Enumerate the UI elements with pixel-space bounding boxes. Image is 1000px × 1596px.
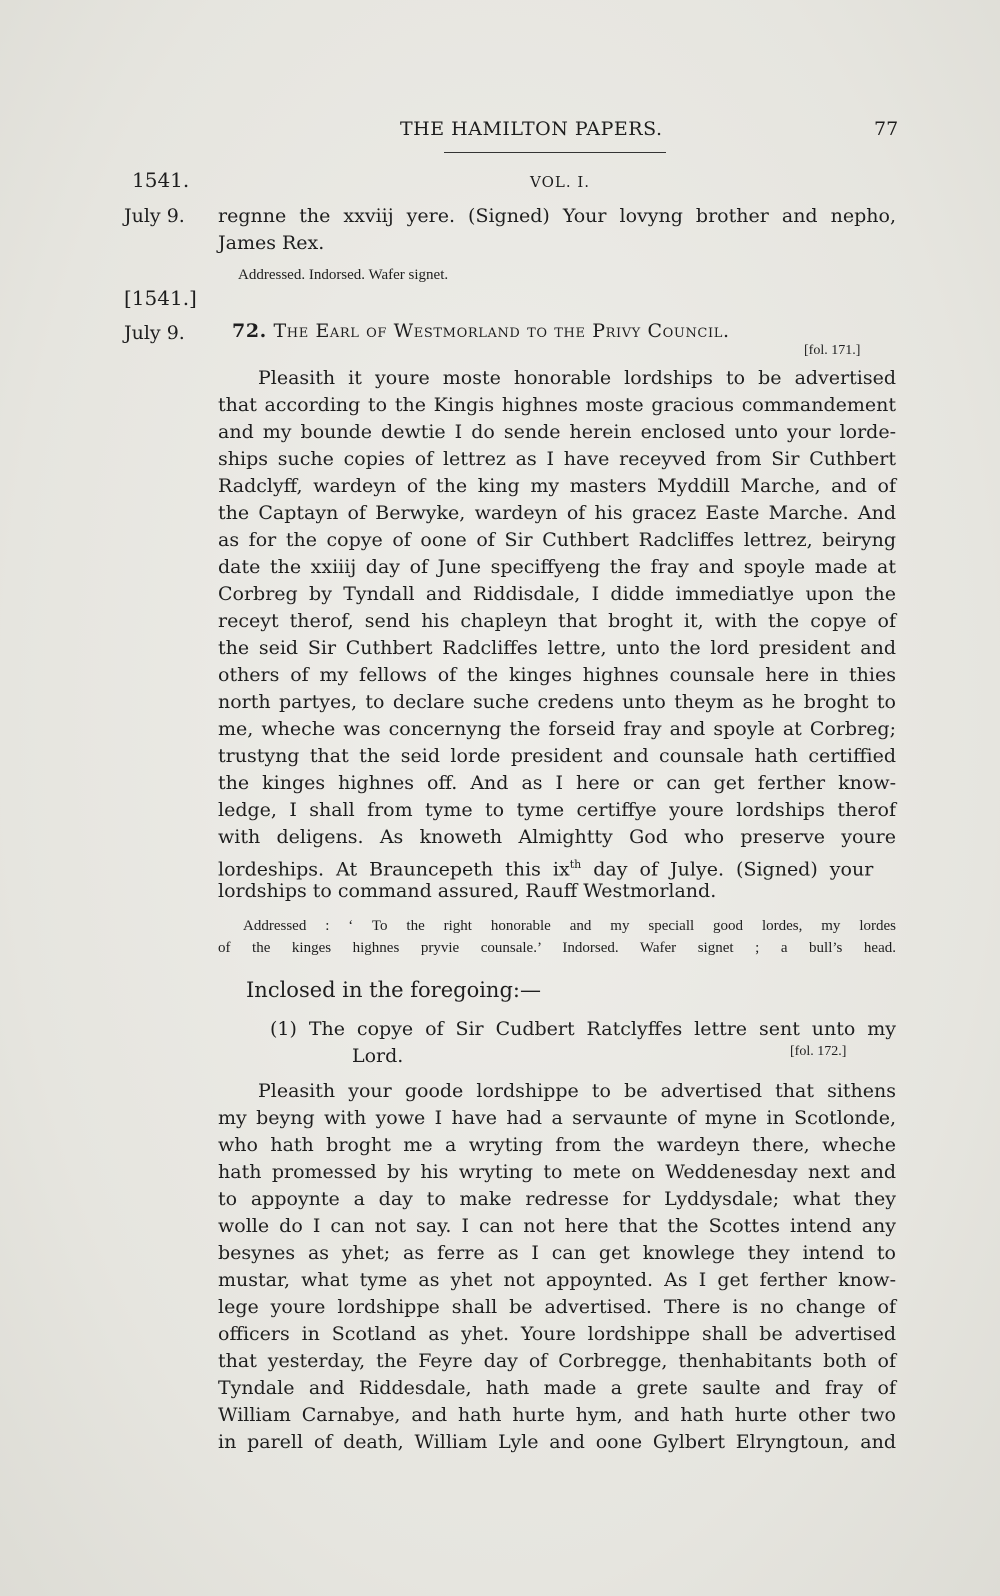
endorsement-note: Addressed. Indorsed. Wafer signet. xyxy=(238,267,449,283)
inclosure-heading: Inclosed in the foregoing:— xyxy=(246,978,541,1002)
text-line: in parell of death, William Lyle and oone Gylbert Elryngtoun, and xyxy=(218,1431,896,1453)
text-line: with deligens. As knoweth Almightty God who preserve youre xyxy=(218,826,896,848)
text-line: ledge, I shall from tyme to tyme certiffye youre lordships therof xyxy=(218,799,896,821)
address-note: Addressed : ‘ To the right honorable and my speciall good lordes, my lordes xyxy=(243,918,896,934)
text-line: that yesterday, the Feyre day of Corbregge, thenhabitants both of xyxy=(218,1350,896,1372)
text-line: mustar, what tyme as yhet not appoynted. As I get ferther know- xyxy=(218,1269,896,1291)
text-line: officers in Scotland as yhet. Youre lordshippe shall be advertised xyxy=(218,1323,896,1345)
volume-label: VOL. I. xyxy=(530,173,591,191)
superscript: th xyxy=(569,858,582,871)
text-line: hath promessed by his wryting to mete on Weddenesday next and xyxy=(218,1161,896,1183)
entry-number: 72. xyxy=(232,320,267,342)
text-line: Tyndale and Riddesdale, hath made a grete saulte and fray of xyxy=(218,1377,896,1399)
text-line: receyt therof, send his chapleyn that broght it, with the copye of xyxy=(218,610,896,632)
text-line: Pleasith it youre moste honorable lordships to be advertised xyxy=(258,367,896,389)
text-line: date the xxiiij day of June speciffyeng the fray and spoyle made at xyxy=(218,556,896,578)
text-line: my beyng with yowe I have had a servaunte of myne in Scotlonde, xyxy=(218,1107,896,1129)
text-line: to appoynte a day to make redresse for Lyddysdale; what they xyxy=(218,1188,896,1210)
text-line: that according to the Kingis highnes moste gracious commandement xyxy=(218,394,896,416)
text-line: me, wheche was concernyng the forseid fray and spoyle at Corbreg; xyxy=(218,718,896,740)
text-run: day of Julye. (Signed) your xyxy=(581,858,874,881)
header-rule xyxy=(444,152,666,153)
address-note: of the kinges highnes pryvie counsale.’ Indorsed. Wafer signet ; a bull’s head. xyxy=(218,940,896,956)
text-line: Corbreg by Tyndall and Riddisdale, I didde immediatlye upon the xyxy=(218,583,896,605)
text-line: James Rex. xyxy=(218,232,325,254)
text-line: who hath broght me a wryting from the wardeyn there, wheche xyxy=(218,1134,896,1156)
text-line: Radclyff, wardeyn of the king my masters Myddill Marche, and of xyxy=(218,475,896,497)
text-line: as for the copye of oone of Sir Cuthbert Radcliffes lettrez, beiryng xyxy=(218,529,896,551)
folio-reference: [fol. 171.] xyxy=(804,343,861,358)
text-line: besynes as yhet; as ferre as I can get knowlege they intend to xyxy=(218,1242,896,1264)
text-line: ships suche copies of lettrez as I have receyved from Sir Cuthbert xyxy=(218,448,896,470)
page-number: 77 xyxy=(874,118,899,140)
text-line: trustyng that the seid lorde president and counsale hath certiffied xyxy=(218,745,896,767)
text-line: regnne the xxviij yere. (Signed) Your lovyng brother and nepho, xyxy=(218,205,896,227)
text-line: (1) The copye of Sir Cudbert Ratclyffes lettre sent unto my xyxy=(270,1018,896,1040)
margin-date: July 9. xyxy=(124,322,185,344)
margin-year: 1541. xyxy=(132,168,190,192)
text-line: Lord. xyxy=(352,1045,404,1067)
text-line: the Captayn of Berwyke, wardeyn of his gracez Easte Marche. And xyxy=(218,502,896,524)
folio-reference: [fol. 172.] xyxy=(790,1044,847,1059)
text-line: William Carnabye, and hath hurte hym, and hath hurte other two xyxy=(218,1404,896,1426)
text-line: lege youre lordshippe shall be advertised. There is no change of xyxy=(218,1296,896,1318)
text-line: others of my fellows of the kinges highnes counsale here in thies xyxy=(218,664,896,686)
margin-date-prev: July 9. xyxy=(124,205,185,227)
margin-year-bracket: [1541.] xyxy=(124,286,197,310)
entry-title-text: The Earl of Westmorland to the Privy Council. xyxy=(273,320,730,342)
text-line: the seid Sir Cuthbert Radcliffes lettre, unto the lord president and xyxy=(218,637,896,659)
text-line: Pleasith your goode lordshippe to be advertised that sithens xyxy=(258,1080,896,1102)
text-line: north partyes, to declare suche credens unto theym as he broght to xyxy=(218,691,896,713)
running-header-title: THE HAMILTON PAPERS. xyxy=(400,118,663,140)
text-line: the kinges highnes off. And as I here or can get ferther know- xyxy=(218,772,896,794)
text-line: wolle do I can not say. I can not here that the Scottes intend any xyxy=(218,1215,896,1237)
text-line: and my bounde dewtie I do sende herein enclosed unto your lorde- xyxy=(218,421,896,443)
text-run: lordeships. At Brauncepeth this ix xyxy=(218,858,570,881)
entry-title xyxy=(232,320,730,342)
text-line: lordships to command assured, Rauff Westmorland. xyxy=(218,880,717,902)
